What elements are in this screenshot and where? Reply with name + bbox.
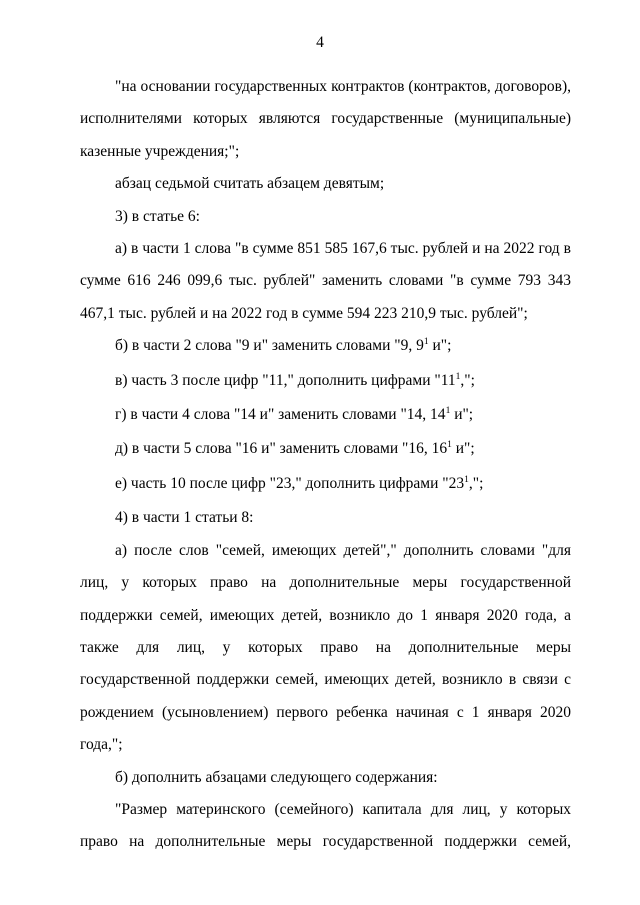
paragraph-article-6-part-1: а) в части 1 слова "в сумме 851 585 167,6 тыс. рублей и на 2022 год в сумме 616 246 099,6 тыс. рублей" заменить словами "в сумме 793 343 467,1 тыс. рублей и на 2022 год в сумме 594 223 210,9 тыс. рублей"; [80, 240, 571, 322]
superscript: 1 [464, 474, 469, 485]
paragraph-article-8-heading: 4) в части 1 статьи 8: [115, 509, 254, 527]
paragraph-article-6-part-4 [80, 399, 571, 433]
text-after-superscript: ,"; [468, 474, 484, 492]
paragraph-article-6-part-3 [80, 365, 571, 399]
text-after-superscript: и"; [451, 440, 475, 458]
paragraph-article-6-part-5 [80, 433, 571, 467]
text-after-superscript: ,"; [460, 371, 475, 389]
superscript: 1 [445, 406, 451, 417]
superscript: 1 [423, 337, 429, 348]
text-before-superscript: е) часть 10 после цифр "23," дополнить цифрами "23 [115, 474, 465, 492]
paragraph-article-6-heading: 3) в статье 6: [115, 207, 200, 225]
paragraph-article-6-part-10 [80, 468, 571, 502]
superscript: 1 [455, 371, 461, 382]
text-before-superscript: б) в части 2 слова "9 и" заменить словами "9, 9 [115, 337, 424, 355]
paragraph-renumber-clause: абзац седьмой считать абзацем девятым; [115, 175, 385, 193]
paragraph-procurement-contracts: "на основании государственных контрактов (контрактов, договоров), исполнителями которых являются государственные (муниципальные) казенные учреждения;"; [80, 78, 571, 160]
text-before-superscript: г) в части 4 слова "14 и" заменить словами "14, 14 [115, 406, 446, 424]
document-body [80, 71, 571, 859]
text-before-superscript: д) в части 5 слова "16 и" заменить словами "16, 16 [115, 440, 448, 458]
page-number: 4 [316, 34, 324, 51]
paragraph-article-8-item-a: а) после слов "семей, имеющих детей"," дополнить словами "для лиц, у которых право на дополнительные меры государственной поддержки семей, имеющих детей, возникло до 1 января 2020 года, а также для лиц, у которых право на дополнительные меры государственной поддержки семей, имеющих детей, возникло в связи с рождением (усыновлением) первого ребенка начиная с 1 января 2020 года,"; [80, 541, 571, 754]
text-before-superscript: в) часть 3 после цифр "11," дополнить цифрами "11 [115, 371, 456, 389]
text-after-superscript: и"; [450, 406, 474, 424]
paragraph-article-8-item-b: б) дополнить абзацами следующего содержания: [115, 768, 438, 786]
text-after-superscript: и"; [428, 337, 452, 355]
paragraph-article-6-part-2 [80, 330, 571, 364]
superscript: 1 [447, 440, 452, 451]
paragraph-maternity-capital: "Размер материнского (семейного) капитала для лиц, у которых право на дополнительные меры государственной поддержки семей, [80, 800, 571, 851]
